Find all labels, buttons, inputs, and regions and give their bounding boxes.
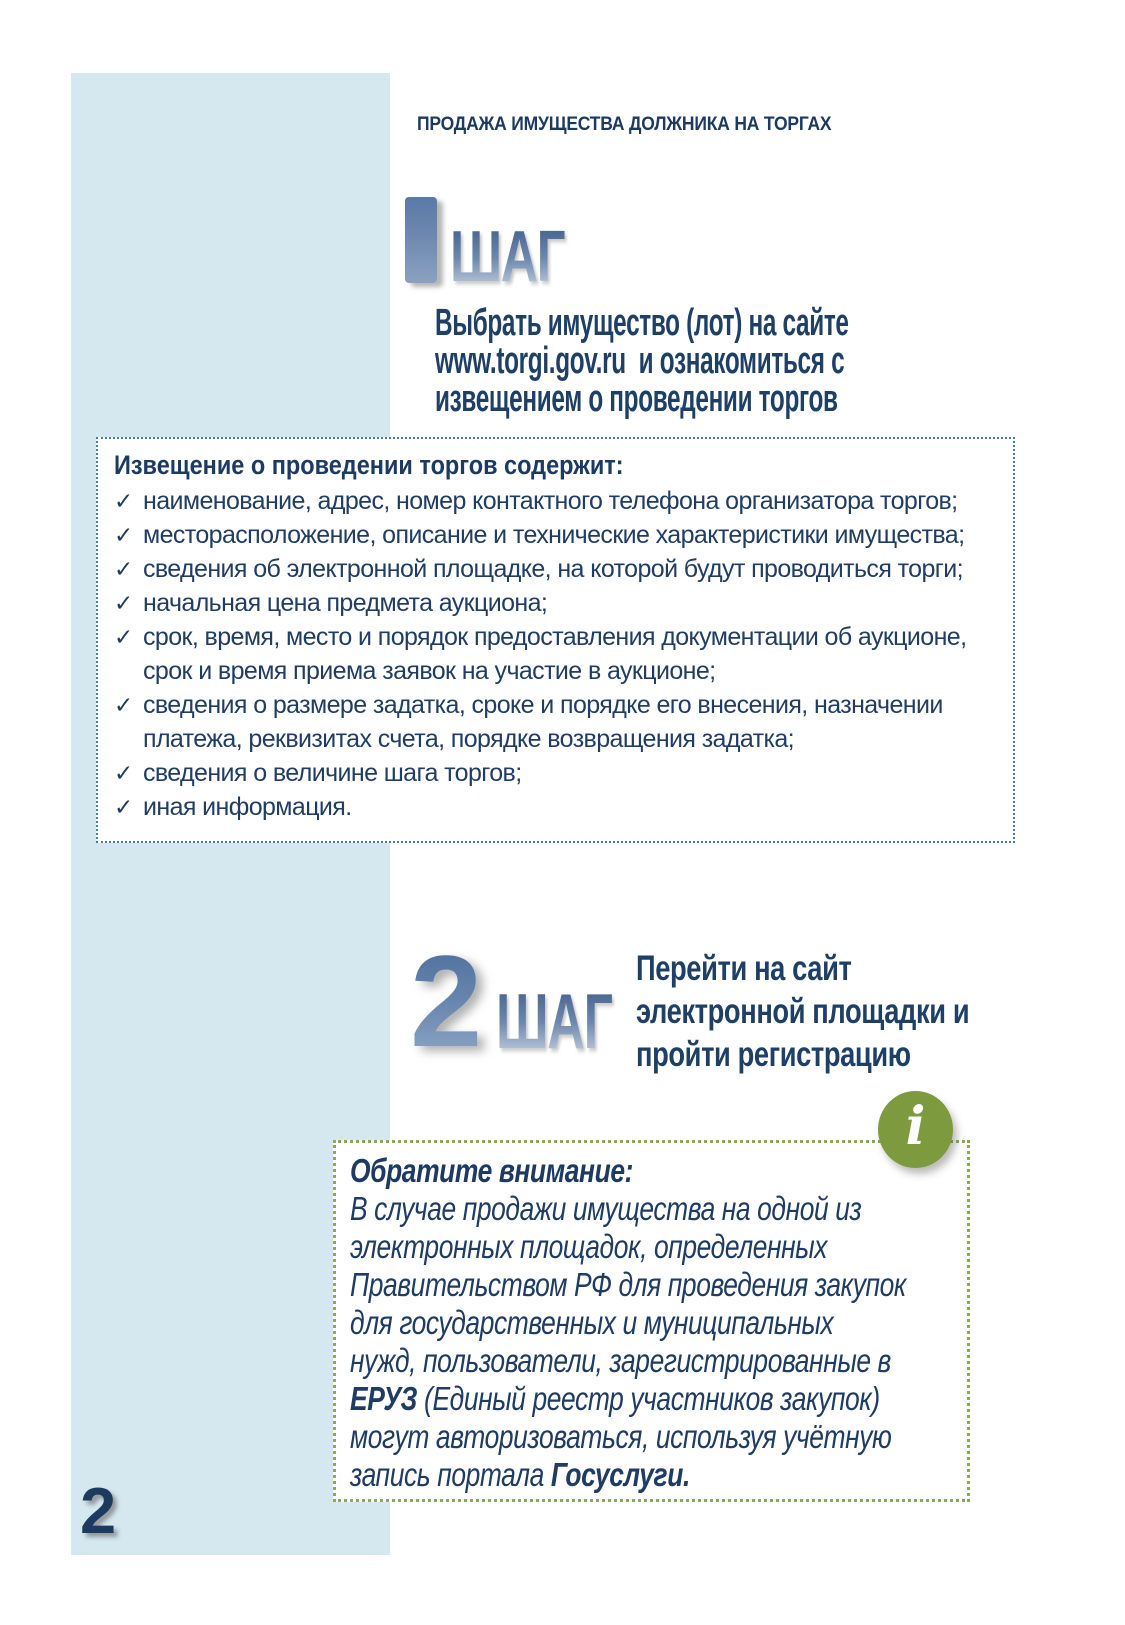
- list-item: [114, 552, 999, 586]
- list-item-line: сведения о величине шага торгов;: [143, 759, 522, 787]
- list-item: [114, 688, 999, 756]
- note-line: нужд, пользователи, зарегистрированные в: [350, 1342, 891, 1379]
- checkmark-icon: ✓: [114, 760, 134, 786]
- step-1-heading: [435, 304, 849, 418]
- checkmark-icon: ✓: [114, 590, 134, 616]
- note-title: Обратите внимание:: [350, 1152, 634, 1189]
- list-item-line: иная информация.: [143, 793, 352, 821]
- step-1-heading-line: www.torgi.gov.ru и ознакомиться с: [435, 340, 845, 382]
- page-number: 2: [80, 1474, 117, 1547]
- note-line-eruz: [350, 1380, 880, 1418]
- checkmark-icon: ✓: [114, 522, 134, 548]
- checkmark-icon: ✓: [114, 556, 134, 582]
- step-1-heading-line: Выбрать имущество (лот) на сайте: [435, 302, 849, 344]
- checkmark-icon: ✓: [114, 488, 134, 514]
- step-1-number: [405, 197, 406, 198]
- list-item: [114, 790, 999, 824]
- eruz-definition: (Единый реестр участников закупок): [417, 1380, 880, 1417]
- list-item-line: срок, время, место и порядок предоставления документации об аукционе,: [143, 623, 967, 651]
- checkmark-icon: ✓: [114, 692, 134, 718]
- step-2-word: ШАГ: [496, 977, 612, 1065]
- step-2-numeral: 2: [410, 928, 483, 1074]
- note-line: для государственных и муниципальных: [350, 1304, 834, 1341]
- list-item-line: месторасположение, описание и технические характеристики имущества;: [143, 521, 965, 549]
- step-2-heading-line: Перейти на сайт: [636, 949, 852, 988]
- note-line-gosuslugi: [350, 1456, 834, 1494]
- list-item: [114, 586, 999, 620]
- step-1-word: ШАГ: [450, 217, 565, 297]
- list-item: [114, 756, 999, 790]
- checkmark-icon: ✓: [114, 624, 134, 650]
- step-2-heading-line: пройти регистрацию: [636, 1035, 911, 1074]
- list-item-line: срок и время приема заявок на участие в аукционе;: [143, 657, 716, 685]
- notice-box-title: Извещение о проведении торгов содержит:: [114, 450, 624, 480]
- list-item: [114, 484, 999, 518]
- gosuslugi-term: Госуслуги.: [550, 1456, 690, 1493]
- note-line: Правительством РФ для проведения закупок: [350, 1266, 906, 1303]
- document-header: ПРОДАЖА ИМУЩЕСТВА ДОЛЖНИКА НА ТОРГАХ: [417, 114, 832, 135]
- note-line: электронных площадок, определенных: [350, 1228, 828, 1265]
- attention-note-box: [333, 1140, 970, 1502]
- list-item: [114, 518, 999, 552]
- note-line: могут авторизоваться, используя учётную: [350, 1418, 892, 1455]
- step-1-heading-line: извещением о проведении торгов: [435, 378, 838, 420]
- info-icon: [878, 1091, 953, 1168]
- list-item-line: начальная цена предмета аукциона;: [143, 589, 548, 617]
- auction-notice-box: [96, 437, 1015, 843]
- step-1-numeral: [405, 197, 437, 283]
- step-2-heading-line: электронной площадки и: [636, 992, 970, 1031]
- list-item-line: сведения об электронной площадке, на которой будут проводиться торги;: [143, 555, 964, 583]
- list-item-line: сведения о размере задатка, сроке и порядке его внесения, назначении: [143, 691, 943, 719]
- list-item-line: платежа, реквизитах счета, порядке возвращения задатка;: [143, 725, 794, 753]
- info-icon-glyph: i: [905, 1095, 926, 1157]
- note-line-text: запись портала: [350, 1456, 551, 1493]
- note-line: В случае продажи имущества на одной из: [350, 1190, 862, 1227]
- step-2-heading: [636, 947, 969, 1076]
- eruz-term: ЕРУЗ: [350, 1380, 418, 1417]
- list-item: [114, 620, 999, 688]
- list-item-line: наименование, адрес, номер контактного телефона организатора торгов;: [143, 487, 958, 515]
- checkmark-icon: ✓: [114, 794, 134, 820]
